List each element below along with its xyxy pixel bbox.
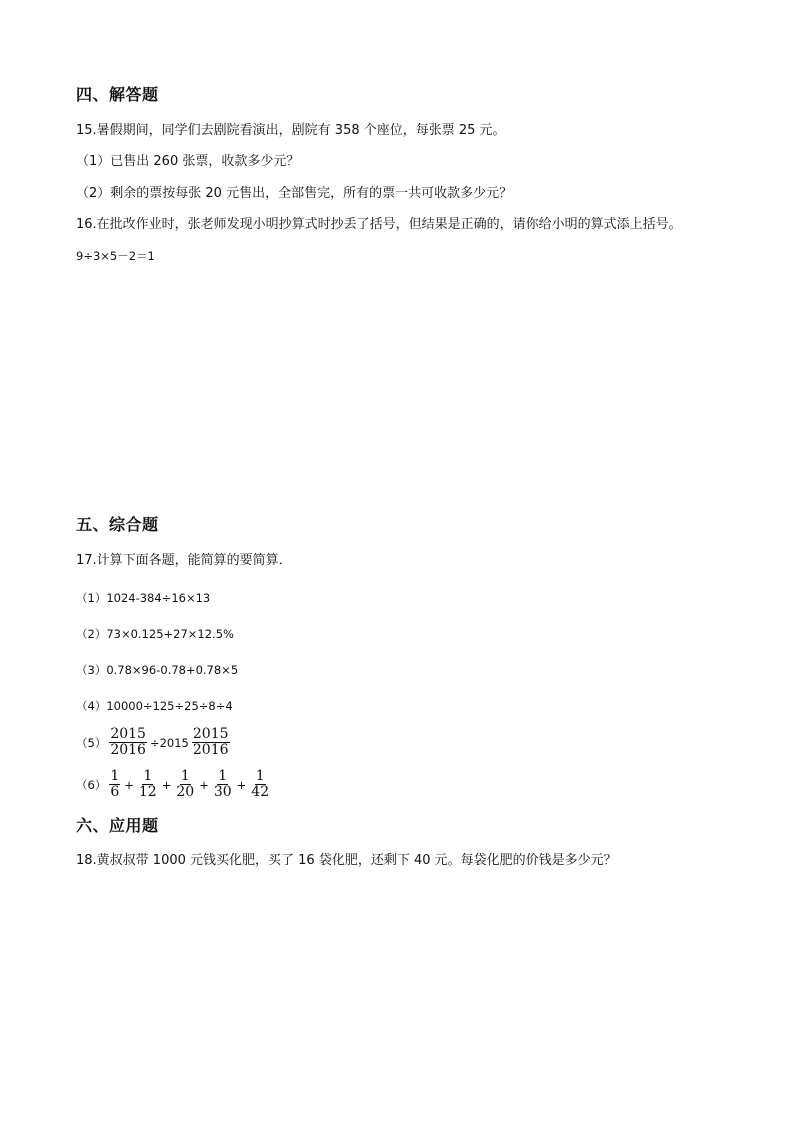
question-17-item-6 bbox=[76, 769, 273, 800]
fraction-numerator: 2015 bbox=[110, 726, 146, 742]
fraction-numerator: 1 bbox=[143, 768, 153, 784]
fraction-numerator: 1 bbox=[218, 768, 228, 784]
plus-sign: + bbox=[124, 777, 134, 792]
fraction-numerator: 2015 bbox=[192, 726, 229, 742]
fraction-1-12 bbox=[138, 769, 158, 800]
question-17-item-2: （2）73×0.125+27×12.5% bbox=[76, 627, 234, 641]
section-5-heading: 五、综合题 bbox=[76, 515, 159, 534]
fraction-denominator: 42 bbox=[251, 784, 270, 800]
fraction-1-42 bbox=[250, 769, 270, 800]
fraction-1-20 bbox=[175, 769, 195, 800]
item-6-label: （6） bbox=[76, 777, 107, 792]
question-17-stem: 17.计算下面各题，能简算的要简算． bbox=[76, 553, 292, 568]
item-5-operator: ÷2015 bbox=[149, 735, 189, 750]
question-16-stem: 16.在批改作业时，张老师发现小明抄算式时抄丢了括号，但结果是正确的，请你给小明的算式添上括号。 bbox=[76, 217, 682, 232]
fraction-numerator: 1 bbox=[180, 768, 190, 784]
fraction-denominator: 30 bbox=[213, 784, 232, 800]
question-18-stem: 18.黄叔叔带 1000 元钱买化肥，买了 16 袋化肥，还剩下 40 元。每袋化肥的价钱是多少元？ bbox=[76, 853, 617, 868]
fraction-2015-2016-second bbox=[192, 727, 230, 758]
fraction-denominator: 6 bbox=[110, 784, 120, 800]
question-17-item-1: （1）1024-384÷16×13 bbox=[76, 591, 211, 605]
question-17-item-5 bbox=[76, 727, 233, 758]
fraction-1-30 bbox=[213, 769, 233, 800]
fraction-numerator: 1 bbox=[110, 768, 120, 784]
fraction-numerator: 1 bbox=[255, 768, 265, 784]
fraction-denominator: 2016 bbox=[192, 742, 229, 758]
question-15-part-2: （2）剩余的票按每张 20 元售出，全部售完，所有的票一共可收款多少元？ bbox=[76, 186, 513, 201]
plus-sign: + bbox=[236, 777, 247, 792]
question-17-item-3: （3）0.78×96-0.78+0.78×5 bbox=[76, 663, 239, 677]
fraction-denominator: 2016 bbox=[110, 742, 146, 758]
fraction-denominator: 12 bbox=[138, 784, 157, 800]
question-15-stem: 15.暑假期间，同学们去剧院看演出，剧院有 358 个座位，每张票 25 元。 bbox=[76, 123, 506, 138]
question-16-expression: 9÷3×5－2＝1 bbox=[76, 249, 155, 263]
plus-sign: + bbox=[199, 777, 209, 792]
question-17-item-4: （4）10000÷125÷25÷8÷4 bbox=[76, 699, 233, 713]
item-5-label: （5） bbox=[76, 735, 107, 750]
fraction-1-6 bbox=[109, 769, 120, 800]
fraction-2015-2016-first bbox=[109, 727, 147, 758]
question-15-part-1: （1）已售出 260 张票，收款多少元？ bbox=[76, 154, 300, 169]
section-6-heading: 六、应用题 bbox=[76, 816, 159, 835]
fraction-denominator: 20 bbox=[176, 784, 195, 800]
section-4-heading: 四、解答题 bbox=[76, 85, 159, 104]
plus-sign: + bbox=[161, 777, 172, 792]
